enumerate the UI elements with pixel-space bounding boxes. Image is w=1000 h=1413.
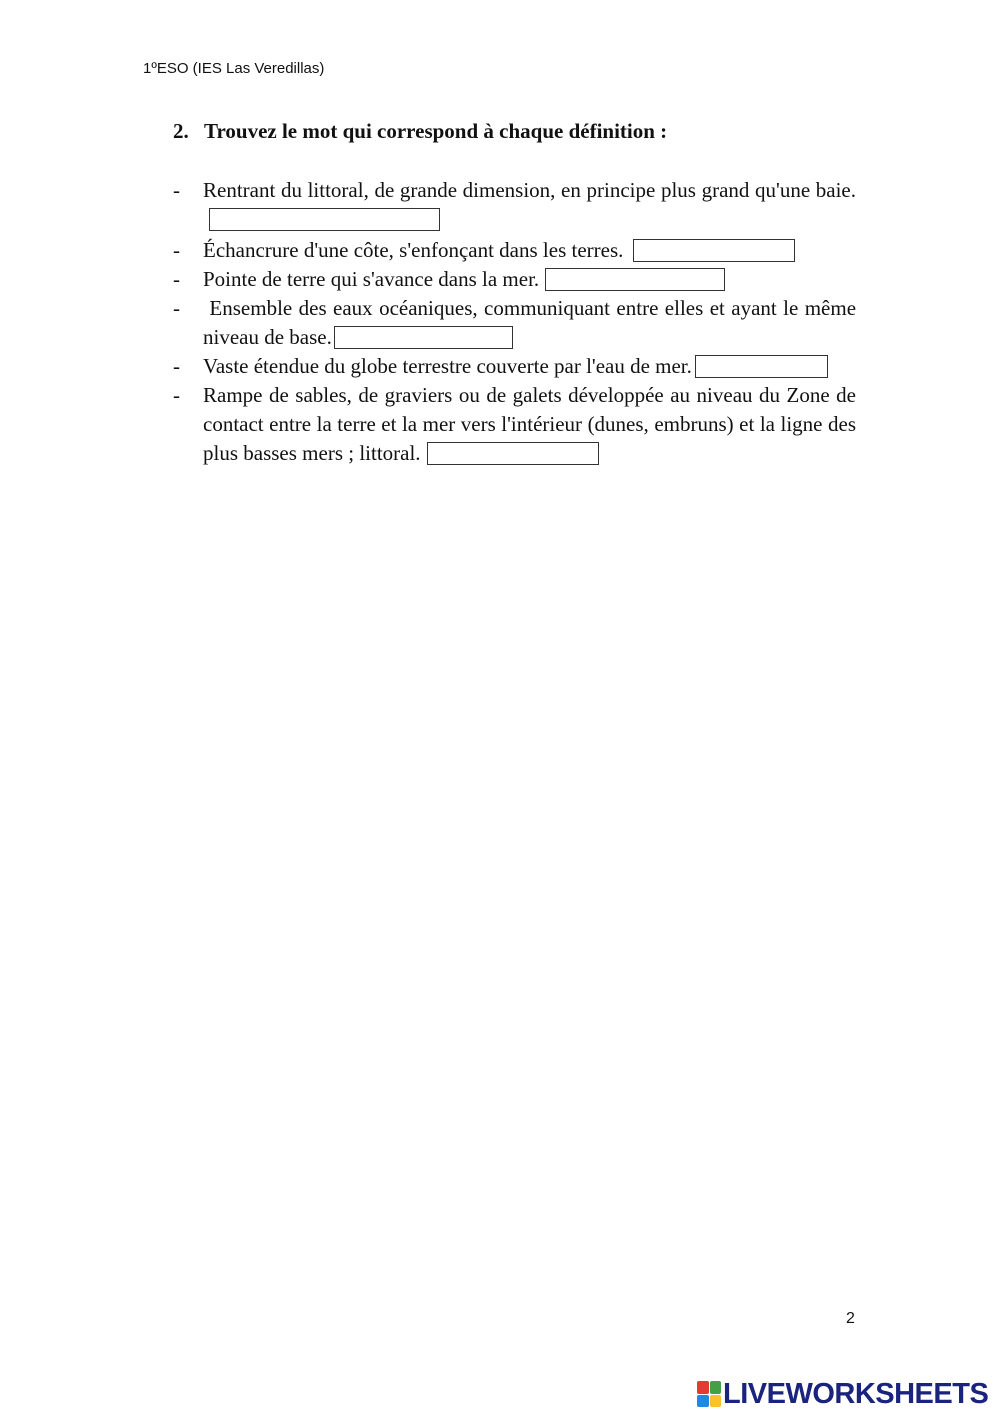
definition-item-3 [173, 265, 856, 294]
item-dash: - [173, 383, 180, 407]
question-number: 2. [173, 119, 189, 143]
definition-item-1 [173, 176, 856, 234]
answer-box-5[interactable] [695, 355, 828, 378]
liveworksheets-logo [697, 1377, 988, 1411]
logo-square-yellow [710, 1395, 722, 1408]
answer-box-3[interactable] [545, 268, 725, 291]
definition-text: Pointe de terre qui s'avance dans la mer. [203, 267, 540, 291]
definition-item-2 [173, 236, 856, 265]
answer-box-6[interactable] [427, 442, 599, 465]
item-dash: - [173, 296, 180, 320]
answer-box-1[interactable] [209, 208, 440, 231]
answer-box-2[interactable] [633, 239, 795, 262]
question-title-text: Trouvez le mot qui correspond à chaque définition : [204, 119, 668, 143]
logo-square-green [710, 1381, 722, 1394]
item-dash: - [173, 238, 180, 262]
brand-name: LIVEWORKSHEETS [723, 1377, 989, 1410]
question-title [173, 119, 667, 144]
liveworksheets-icon [697, 1381, 721, 1407]
definition-text: Ensemble des eaux océaniques, communiquant entre elles et ayant le même niveau de base. [203, 296, 862, 349]
answer-box-4[interactable] [334, 326, 513, 349]
definition-item-5 [173, 352, 893, 381]
item-dash: - [173, 178, 180, 202]
definition-text: Échancrure d'une côte, s'enfonçant dans les terres. [203, 238, 624, 262]
definition-item-6 [173, 381, 856, 468]
definition-text: Vaste étendue du globe terrestre couverte par l'eau de mer. [203, 354, 692, 378]
definition-text: Rampe de sables, de graviers ou de galets développée au niveau du Zone de contact entre la terre et la mer vers l'intérieur (dunes, embruns) et la ligne des plus basses mers ; littoral. [203, 383, 856, 465]
document-header: 1ºESO (IES Las Veredillas) [143, 60, 325, 77]
definition-text: Rentrant du littoral, de grande dimension, en principe plus grand qu'une baie. [203, 178, 856, 202]
logo-square-red [697, 1381, 709, 1394]
logo-square-blue [697, 1395, 709, 1408]
definition-item-4 [173, 294, 862, 352]
page-number: 2 [846, 1310, 855, 1327]
item-dash: - [173, 267, 180, 291]
item-dash: - [173, 354, 180, 378]
